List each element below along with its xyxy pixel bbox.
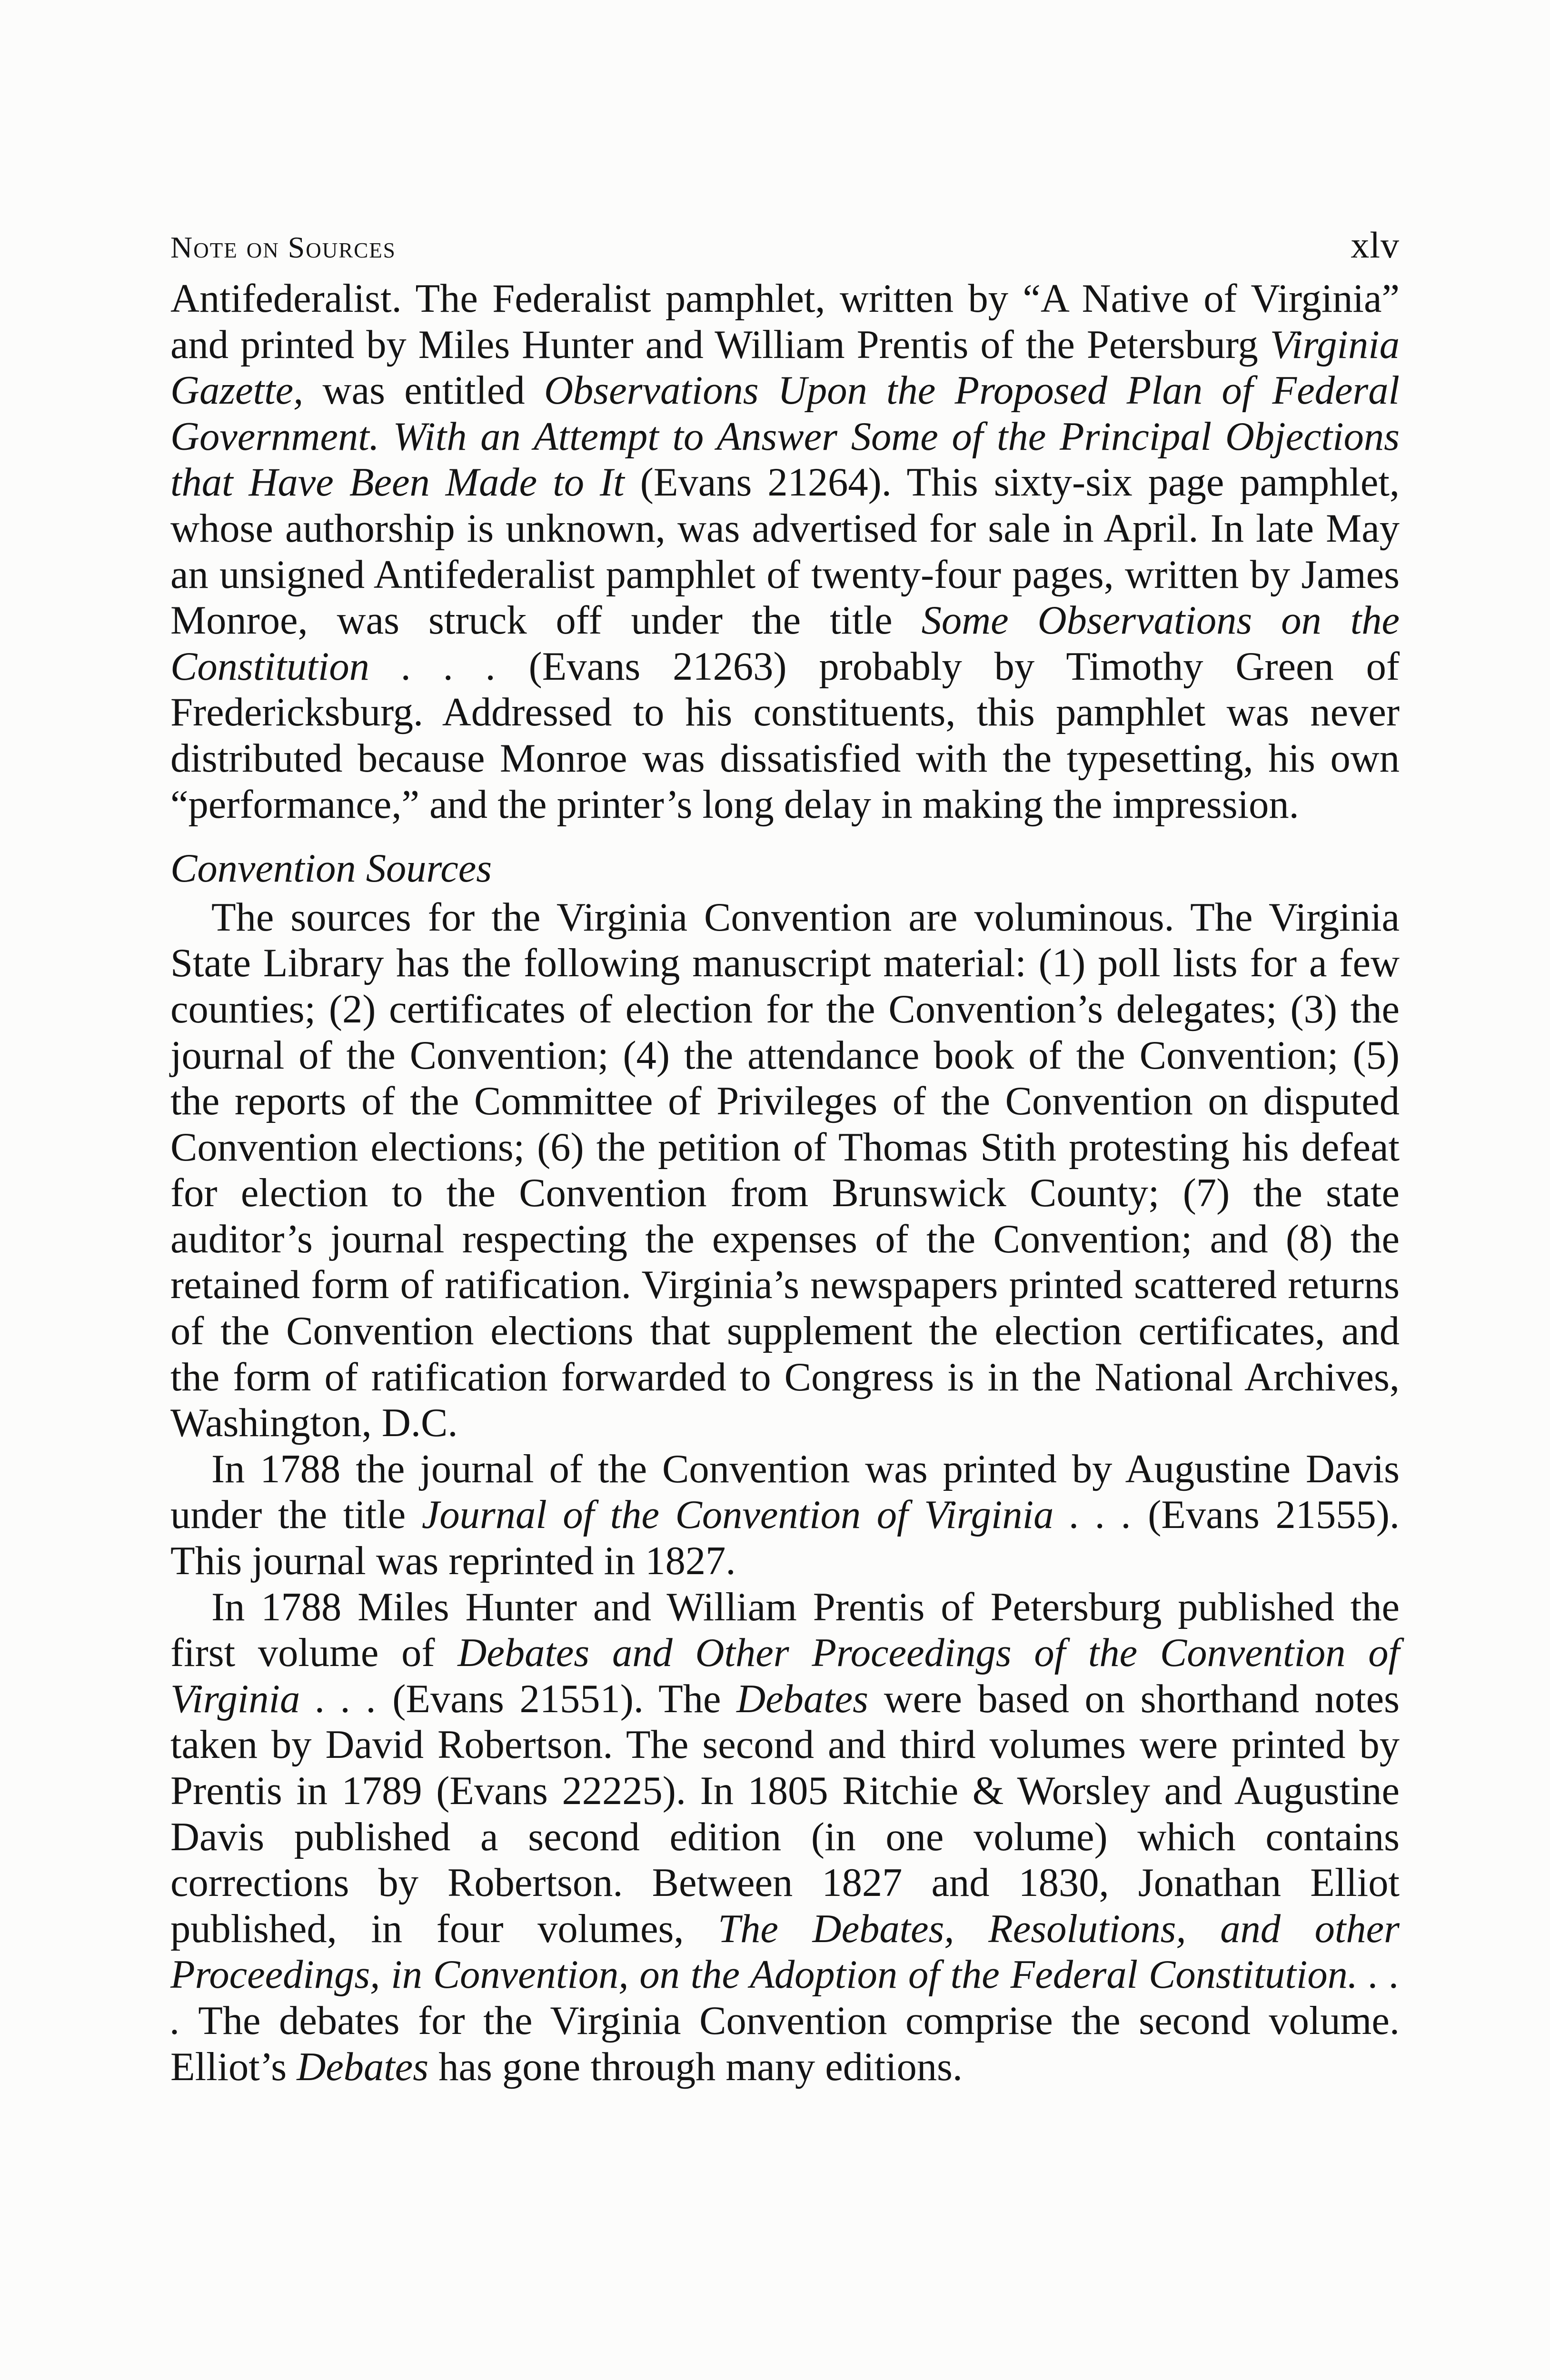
paragraph-convention-debates: In 1788 Miles Hunter and William Prentis of Petersburg published the first volume of Debates and Other Proceedings of the Convention of Virginia . . . (Evans 21551). The Debates were based on shorthand notes taken by David Robertson. The second and third volumes were printed by Prentis in 1789 (Evans 22225). In 1805 Ritchie & Worsley and Augustine Davis published a second edition (in one volume) which contains corrections by Robertson. Between 1827 and 1830, Jonathan Elliot published, in four volumes, The Debates, Resolutions, and other Proceedings, in Convention, on the Adoption of the Federal Constitution. . . . The debates for the Virginia Convention comprise the second volume. Elliot’s Debates has gone through many editions. (170, 1585, 1400, 2089)
running-head (170, 224, 1400, 276)
paragraph-antifederalist-pamphlets: Antifederalist. The Federalist pamphlet, written by “A Native of Virginia” and printed by Miles Hunter and William Prentis of the Petersburg Virginia Gazette, was entitled Observations Upon the Proposed Plan of Federal Government. With an Attempt to Answer Some of the Principal Objections that Have Been Made to It (Evans 21264). This sixty-six page pamphlet, whose authorship is unknown, was advertised for sale in April. In late May an unsigned Antifederalist pamphlet of twenty-four pages, written by James Monroe, was struck off under the title Some Observations on the Constitution . . . (Evans 21263) probably by Timothy Green of Fredericksburg. Addressed to his constituents, this pamphlet was never distributed because Monroe was dissatisfied with the typesetting, his own “performance,” and the printer’s long delay in making the impression. (170, 277, 1400, 827)
paragraph-convention-journal: In 1788 the journal of the Convention was printed by Augustine Davis under the title Journal of the Convention of Virginia . . . (Evans 21555). This journal was reprinted in 1827. (170, 1447, 1400, 1584)
book-page (170, 224, 1400, 2090)
running-title: Note on Sources (170, 230, 396, 264)
page-number: xlv (1351, 224, 1400, 266)
section-heading-convention-sources: Convention Sources (170, 846, 492, 891)
paragraph-manuscript-material: The sources for the Virginia Convention are voluminous. The Virginia State Library has the following manuscript material: (1) poll lists for a few counties; (2) certificates of election for the Convention’s delegates; (3) the journal of the Convention; (4) the attendance book of the Convention; (5) the reports of the Committee of Privileges of the Convention on disputed Convention elections; (6) the petition of Thomas Stith protesting his defeat for election to the Convention from Brunswick County; (7) the state auditor’s journal respecting the expenses of the Convention; and (8) the retained form of ratification. Virginia’s newspapers printed scattered returns of the Convention elections that supplement the election certificates, and the form of ratification forwarded to Congress is in the National Archives, Washington, D.C. (170, 895, 1400, 1446)
